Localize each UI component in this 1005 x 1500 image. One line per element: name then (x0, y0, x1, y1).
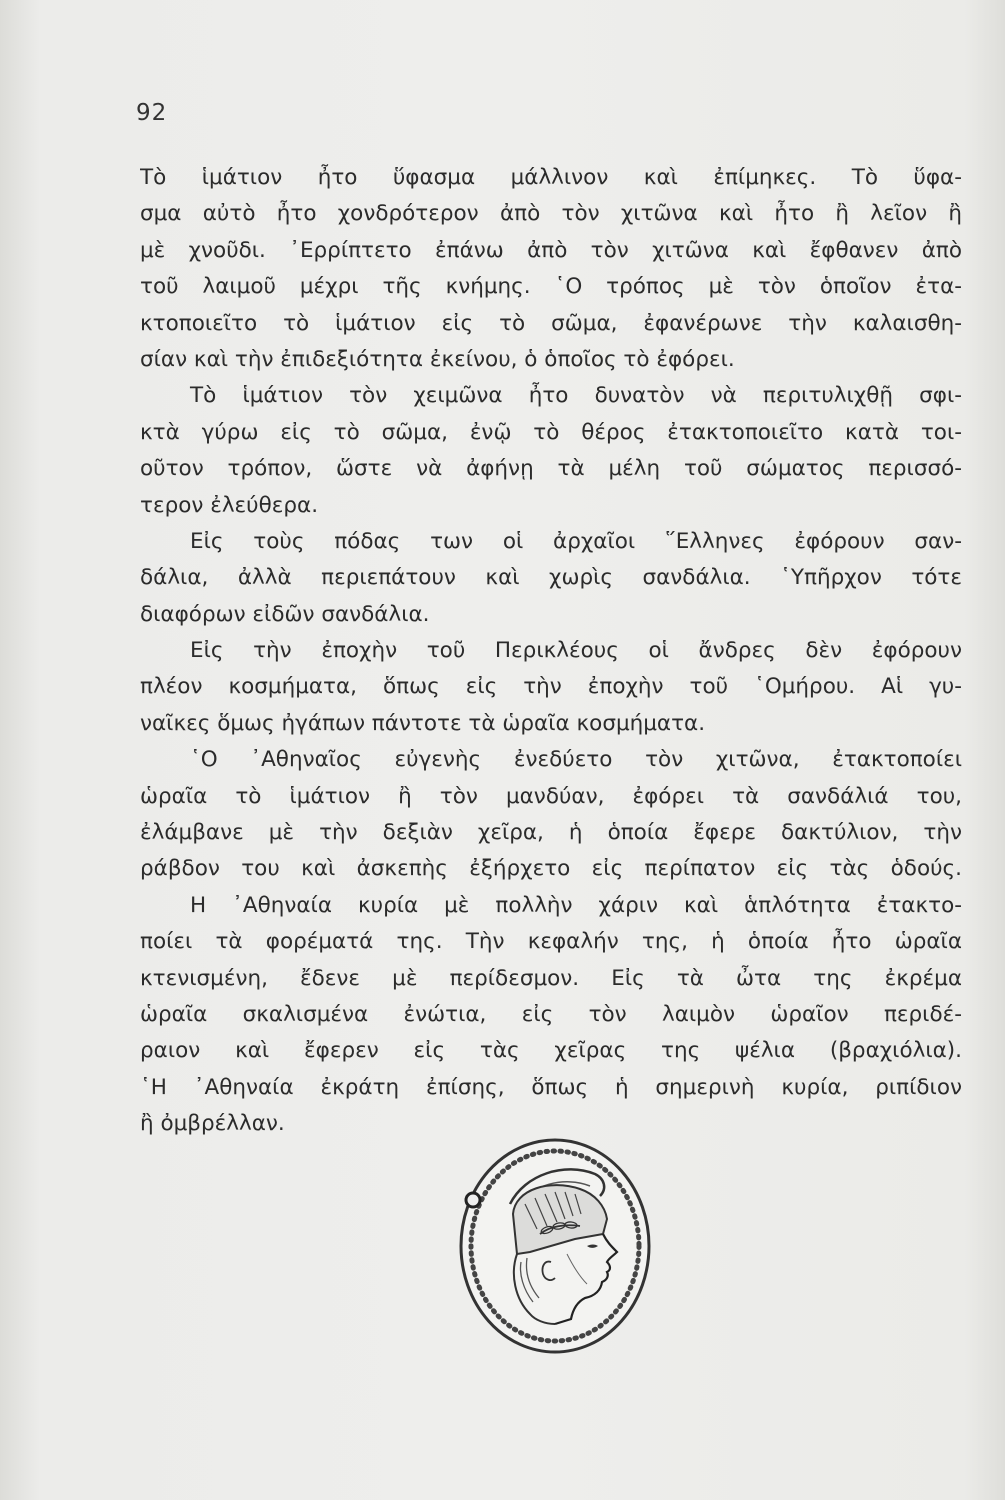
text-line: Τὸ ἱμάτιον τὸν χειμῶνα ἦτο δυνατὸν νὰ περιτυλιχθῇ σφι- (190, 383, 962, 409)
text-line: ἢ ὀμβρέλλαν. (140, 1111, 285, 1137)
text-line: ὡραῖα τὸ ἱμάτιον ἢ τὸν μανδύαν, ἐφόρει τὰ σανδάλιά του, (140, 783, 962, 809)
text-line: τερον ἐλεύθερα. (140, 492, 319, 518)
text-line: ὡραῖα σκαλισμένα ἐνώτια, εἰς τὸν λαιμὸν ὡραῖον περιδέ- (140, 1001, 962, 1027)
text-line: Εἰς τὴν ἐποχὴν τοῦ Περικλέους οἱ ἄνδρες δὲν ἐφόρουν (190, 638, 962, 664)
text-line: ποίει τὰ φορέματά της. Τὴν κεφαλήν της, ἡ ὁποία ἦτο ὡραῖα (140, 929, 962, 955)
text-line: ῾Ο ᾿Αθηναῖος εὐγενὴς ἐνεδύετο τὸν χιτῶνα, ἐτακτοποίει (190, 747, 962, 773)
text-line: δάλια, ἀλλὰ περιεπάτουν καὶ χωρὶς σανδάλια. ῾Υπῆρχον τότε (140, 565, 962, 591)
text-line: ῾Η ᾿Αθηναία ἐκράτη ἐπίσης, ὅπως ἡ σημερινὴ κυρία, ριπίδιον (140, 1074, 962, 1100)
athena-coin-icon (455, 1134, 655, 1358)
text-line: ραιον καὶ ἔφερεν εἰς τὰς χεῖρας της ψέλια (βραχιόλια). (140, 1038, 962, 1064)
page-number: 92 (136, 100, 168, 126)
text-line: οῦτον τρόπον, ὥστε νὰ ἀφήνῃ τὰ μέλη τοῦ σώματος περισσό- (140, 456, 962, 482)
body-text (140, 160, 962, 1143)
coin-illustration (455, 1134, 655, 1358)
text-line: τοῦ λαιμοῦ μέχρι τῆς κνήμης. ῾Ο τρόπος μὲ τὸν ὁποῖον ἐτα- (140, 274, 962, 300)
text-line: μὲ χνοῦδι. ᾿Ερρίπτετο ἐπάνω ἀπὸ τὸν χιτῶνα καὶ ἔφθανεν ἀπὸ (140, 237, 962, 263)
text-line: ράβδον του καὶ ἀσκεπὴς ἐξήρχετο εἰς περίπατον εἰς τὰς ὁδούς. (140, 856, 962, 882)
text-line: ἐλάμβανε μὲ τὴν δεξιὰν χεῖρα, ἡ ὁποία ἔφερε δακτύλιον, τὴν (140, 820, 962, 846)
text-line: κτενισμένη, ἔδενε μὲ περίδεσμον. Εἰς τὰ ὦτα της ἐκρέμα (140, 965, 962, 991)
text-line: κτὰ γύρω εἰς τὸ σῶμα, ἐνῷ τὸ θέρος ἐτακτοποιεῖτο κατὰ τοι- (140, 419, 962, 445)
text-line: πλέον κοσμήματα, ὅπως εἰς τὴν ἐποχὴν τοῦ ῾Ομήρου. Αἱ γυ- (140, 674, 962, 700)
text-line: σμα αὐτὸ ἦτο χονδρότερον ἀπὸ τὸν χιτῶνα καὶ ἦτο ἢ λεῖον ἢ (140, 201, 962, 227)
text-line: σίαν καὶ τὴν ἐπιδεξιότητα ἐκείνου, ὁ ὁποῖος τὸ ἐφόρει. (140, 346, 735, 372)
text-line: Εἰς τοὺς πόδας των οἱ ἀρχαῖοι ῞Ελληνες ἐφόρουν σαν- (190, 528, 962, 554)
text-line: διαφόρων εἰδῶν σανδάλια. (140, 601, 430, 627)
text-line: ναῖκες ὅμως ἠγάπων πάντοτε τὰ ὡραῖα κοσμήματα. (140, 710, 706, 736)
text-line: Τὸ ἱμάτιον ἦτο ὕφασμα μάλλινον καὶ ἐπίμηκες. Τὸ ὕφα- (140, 165, 962, 190)
text-line: Η ᾿Αθηναία κυρία μὲ πολλὴν χάριν καὶ ἁπλότητα ἐτακτο- (190, 892, 962, 918)
text-line: κτοποιεῖτο τὸ ἱμάτιον εἰς τὸ σῶμα, ἐφανέρωνε τὴν καλαισθη- (140, 310, 962, 336)
